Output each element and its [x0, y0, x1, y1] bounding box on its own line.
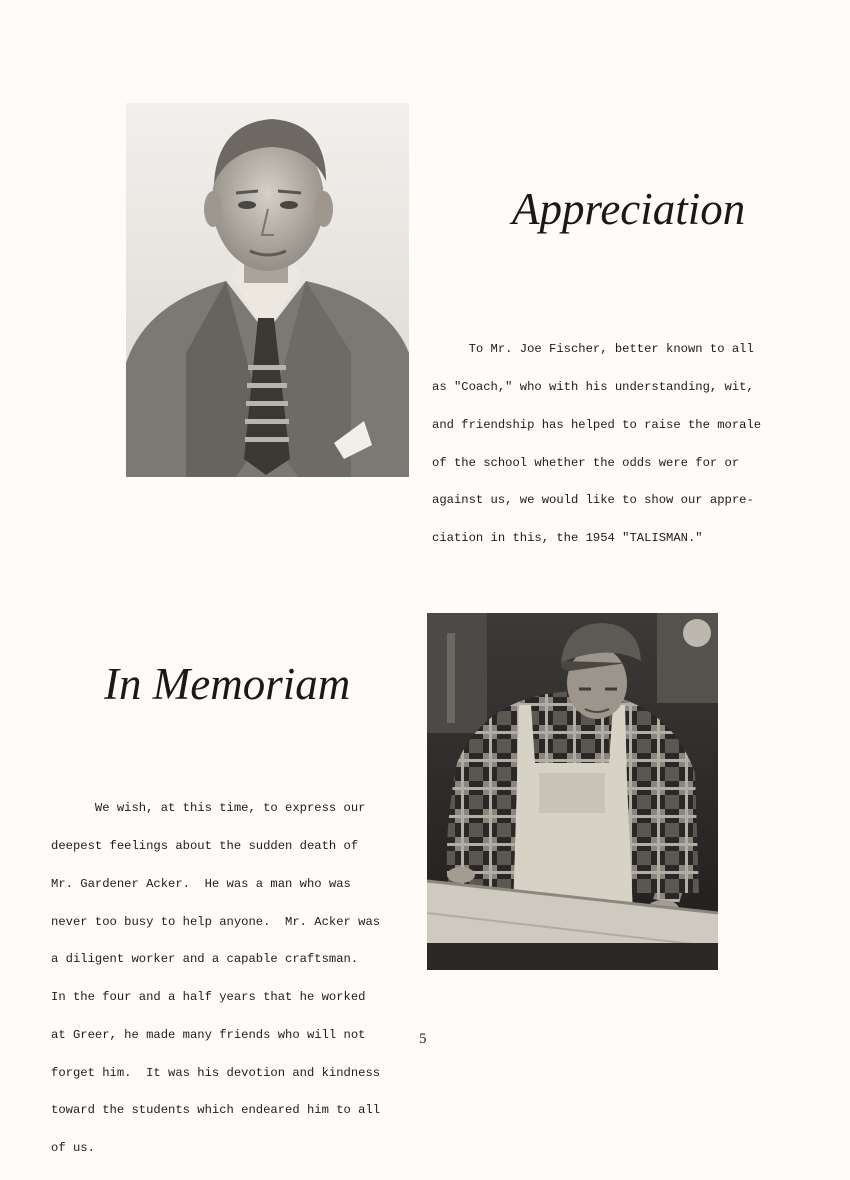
- memoriam-heading: In Memoriam: [104, 659, 351, 709]
- appreciation-heading: Appreciation: [512, 184, 746, 234]
- memoriam-line: a diligent worker and a capable craftsman.: [51, 952, 359, 967]
- page-number: 5: [419, 1031, 427, 1047]
- memoriam-line: Mr. Gardener Acker. He was a man who was: [51, 876, 351, 891]
- portrait-photo-fischer-image: [126, 103, 409, 477]
- workshop-photo-acker-image: [427, 613, 718, 970]
- appreciation-line: and friendship has helped to raise the morale: [432, 417, 762, 432]
- memoriam-line: In the four and a half years that he worked: [51, 990, 366, 1005]
- memoriam-line: deepest feelings about the sudden death of: [51, 838, 359, 853]
- workshop-photo-acker: [427, 613, 718, 970]
- portrait-photo-fischer: [126, 103, 409, 477]
- appreciation-line: of the school whether the odds were for or: [432, 455, 740, 470]
- appreciation-line: against us, we would like to show our appre-: [432, 493, 754, 508]
- appreciation-line: ciation in this, the 1954 "TALISMAN.": [432, 531, 703, 546]
- memoriam-line: toward the students which endeared him to all: [51, 1103, 381, 1118]
- appreciation-paragraph: [432, 318, 761, 570]
- memoriam-line: forget him. It was his devotion and kindness: [51, 1065, 381, 1080]
- memoriam-line: at Greer, he made many friends who will not: [51, 1027, 366, 1042]
- memoriam-paragraph: [51, 777, 380, 1180]
- memoriam-line: never too busy to help anyone. Mr. Acker was: [51, 914, 381, 929]
- memoriam-line: We wish, at this time, to express our: [51, 801, 366, 816]
- appreciation-line: as "Coach," who with his understanding, wit,: [432, 379, 754, 394]
- appreciation-line: To Mr. Joe Fischer, better known to all: [432, 342, 754, 357]
- memoriam-line: of us.: [51, 1141, 95, 1156]
